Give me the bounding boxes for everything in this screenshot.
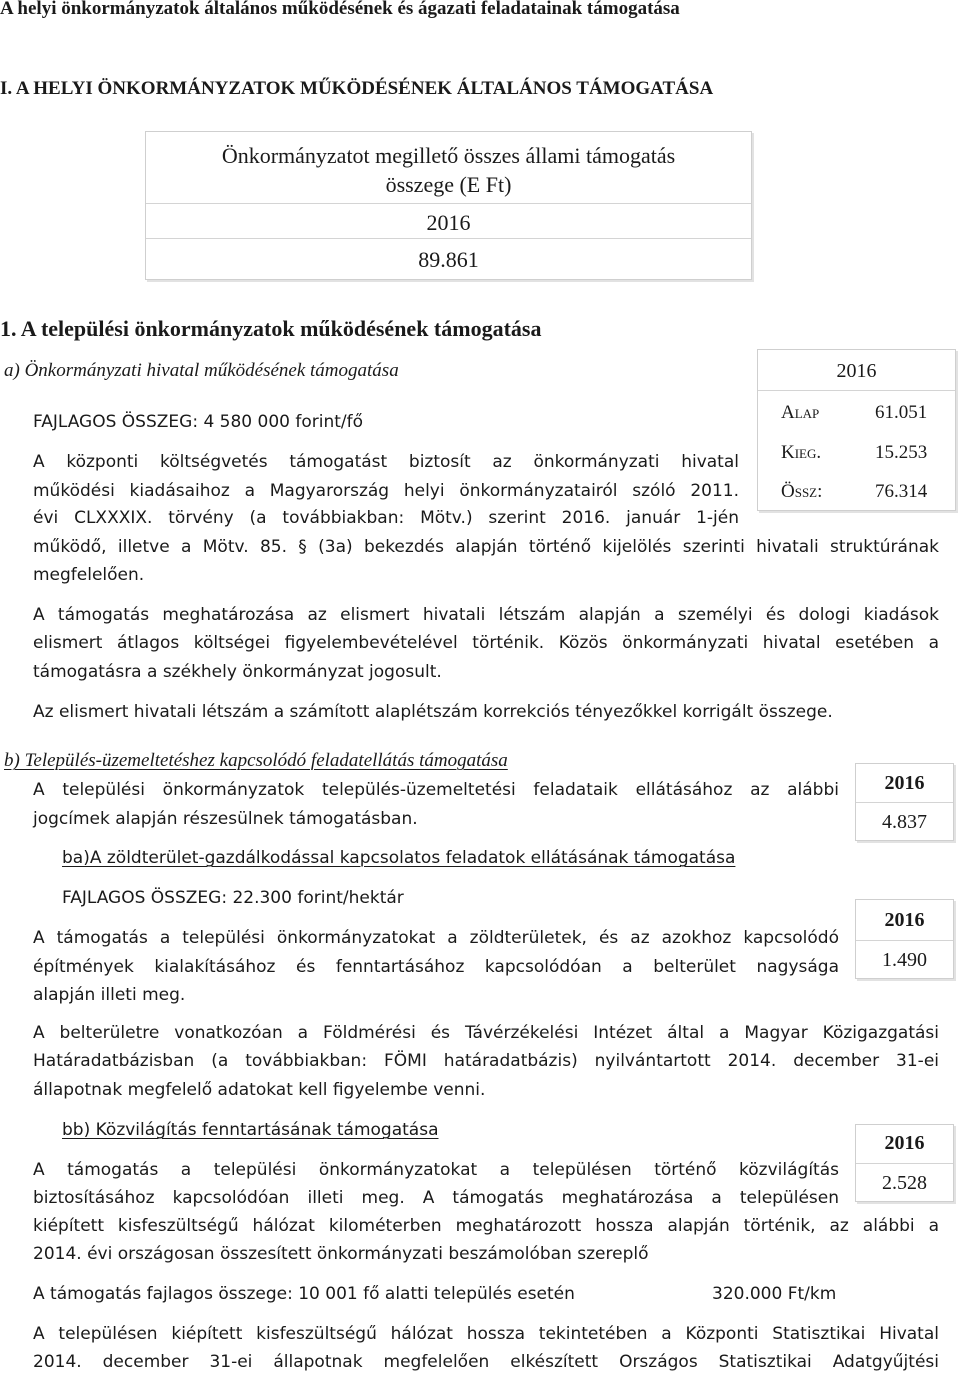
subsection-b-box-value: 4.837 (882, 811, 927, 833)
page-title: A helyi önkormányzatok általános működésének és ágazati feladatainak támogatása (0, 0, 680, 19)
subsection-b-box (855, 763, 954, 841)
bb-rate-label: A támogatás fajlagos összege: 10 001 fő alatti település esetén (33, 1284, 575, 1304)
subsection-a-table-label-kieg: Kieg. (781, 442, 822, 463)
ba-p-line1: A támogatás a települési önkormányzatokat a zöldterületek, és az azokhoz kapcsolódó (33, 928, 839, 948)
subsection-a-table-value-ossz: 76.314 (875, 481, 928, 502)
ba-fajlagos: FAJLAGOS ÖSSZEG: 22.300 forint/hektár (62, 888, 404, 908)
subsection-b-title (4, 750, 508, 772)
ba-p-line2: építmények kialakításához és fenntartásához kapcsolódóan a belterület nagysága (33, 957, 839, 977)
subsection-a-table-year: 2016 (836, 360, 877, 382)
subsection-a-p2-line3: támogatásra a székhely önkormányzat jogosult. (33, 662, 442, 682)
bb-box (855, 1124, 954, 1202)
subsection-a-p2-line1: A támogatás meghatározása az elismert hivatali létszám alapján a személyi és dologi kiadások (33, 605, 939, 625)
subsection-1-heading: 1. A települési önkormányzatok működésének támogatása (0, 316, 542, 341)
total-support-label-line1: Önkormányzatot megillető összes állami támogatás (221, 143, 676, 168)
subsection-a-p3: Az elismert hivatali létszám a számított alaplétszám korrekciós tényezőkkel korrigált összege. (33, 702, 833, 722)
bb-box-value: 2.528 (882, 1172, 927, 1194)
subsection-b-intro-line2: jogcímek alapján részesülnek támogatásban. (33, 809, 418, 829)
total-support-year: 2016 (426, 210, 471, 235)
bb-p-line3: kiépített kisfeszültségű hálózat kilométerben meghatározott hossza alapján történik, az alábbi a (33, 1216, 939, 1236)
total-support-box (145, 131, 752, 280)
subsection-a-table-value-kieg: 15.253 (875, 442, 928, 463)
subsection-a-p1-line5: megfelelően. (33, 565, 145, 585)
ba-box-year: 2016 (884, 909, 925, 931)
bb-rate-value: 320.000 Ft/km (712, 1284, 837, 1304)
subsection-b-box-year: 2016 (884, 772, 925, 794)
subsection-a-p1-line3: évi CLXXXIX. törvény (a továbbiakban: Mötv.) szerint 2016. január 1-jén (33, 508, 739, 528)
ba-box (855, 899, 954, 979)
subsection-a-title: a) Önkormányzati hivatal működésének támogatása (4, 360, 399, 381)
ba-box-value: 1.490 (882, 949, 927, 971)
subsection-a-p2-line2: elismert átlagos költségei figyelembevételével történik. Közös önkormányzati hivatal esetében a (33, 633, 939, 653)
bb-box-year: 2016 (884, 1132, 925, 1154)
section-heading: I. A HELYI ÖNKORMÁNYZATOK MŰKÖDÉSÉNEK ÁLTALÁNOS TÁMOGATÁSA (0, 78, 714, 99)
subsection-a-table-label-ossz: Össz: (781, 481, 823, 502)
bb-title-text: bb) Közvilágítás fenntartásának támogatása (62, 1120, 439, 1140)
total-support-value: 89.861 (418, 247, 479, 272)
bb-p-line2: biztosításához kapcsolódóan illeti meg. A támogatás meghatározása a településen (33, 1188, 839, 1208)
subsection-b-title-text: b) Település-üzemeltetéshez kapcsolódó feladatellátás támogatása (4, 750, 508, 771)
ba-p-line3: alapján illeti meg. (33, 985, 186, 1005)
ba-title-text: ba)A zöldterület-gazdálkodással kapcsolatos feladatok ellátásának támogatása (62, 848, 736, 868)
total-support-label-line2: összege (E Ft) (385, 172, 512, 197)
bb-p-line4: 2014. évi országosan összesített önkormányzati beszámolóban szereplő (33, 1244, 649, 1264)
subsection-a-p1-line4: működő, illetve a Mötv. 85. § (3a) bekezdés alapján történő kijelölés szerinti hivatali struktúrának (33, 537, 939, 557)
subsection-a-p1-line1: A központi költségvetés támogatást biztosít az önkormányzati hivatal (33, 452, 739, 472)
ba-p2-line3: állapotnak megfelelő adatokat kell figyelembe venni. (33, 1080, 486, 1100)
bb-title (62, 1120, 439, 1140)
ba-p2-line1: A belterületre vonatkozóan a Földmérési és Távérzékelési Intézet által a Magyar Közigazgatási (33, 1023, 939, 1043)
subsection-a-table (757, 349, 956, 511)
bb-p2-line1: A településen kiépített kisfeszültségű hálózat hossza tekintetében a Központi Statisztikai Hivatal (33, 1324, 939, 1344)
subsection-a-p1-line2: működési kiadásaihoz a Magyarország helyi önkormányzatairól szóló 2011. (33, 481, 739, 501)
ba-p2-line2: Határadatbázisban (a továbbiakban: FÖMI határadatbázis) nyilvántartott 2014. december 31-ei (33, 1051, 939, 1071)
subsection-a-table-value-alap: 61.051 (875, 402, 928, 423)
bb-p2-line2: 2014. december 31-ei állapotnak megfelelően elkészített Országos Statisztikai Adatgyűjtési (33, 1352, 939, 1372)
bb-p-line1: A támogatás a települési önkormányzatokat a településen történő közvilágítás (33, 1160, 839, 1180)
subsection-a-fajlagos: FAJLAGOS ÖSSZEG: 4 580 000 forint/fő (33, 412, 364, 432)
subsection-a-table-label-alap: Alap (781, 402, 820, 423)
ba-title (62, 848, 735, 868)
subsection-b-intro-line1: A települési önkormányzatok település-üzemeltetési feladataik ellátásához az alábbi (33, 780, 839, 800)
